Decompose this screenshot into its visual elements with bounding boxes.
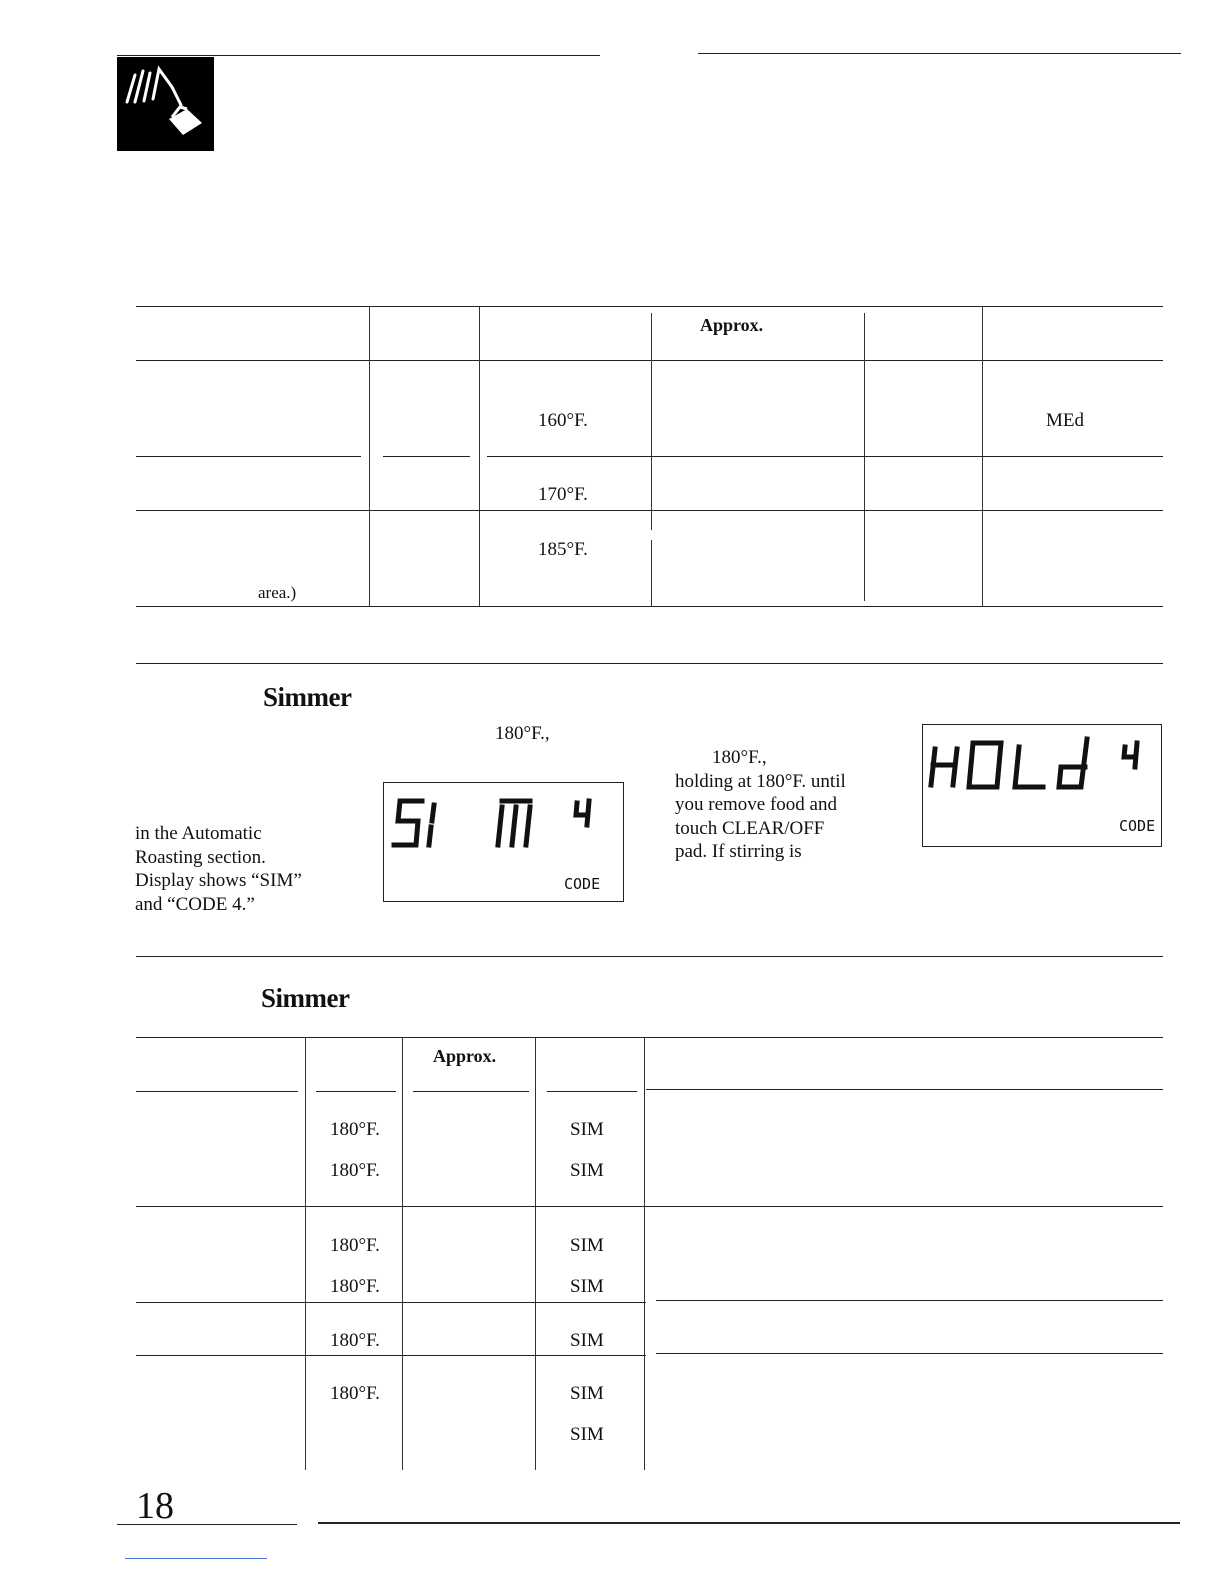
table1-top-rule	[136, 306, 1163, 307]
table2-group-rule-1	[136, 1206, 1163, 1207]
table2-row-3-setting: SIM	[570, 1235, 604, 1256]
table1-row-rule-1a	[136, 456, 361, 457]
table2-group-rule-3a	[136, 1355, 646, 1356]
table2-group-rule-2b	[656, 1300, 1163, 1301]
table2-group-rule-3b	[656, 1353, 1163, 1354]
footer-blue-rule	[125, 1558, 267, 1559]
table2-row-5-setting: SIM	[570, 1330, 604, 1351]
table1-temp-1: 160°F.	[538, 410, 588, 431]
table2-row-6-temp: 180°F.	[330, 1383, 380, 1404]
table1-col-rule-3b	[651, 540, 652, 606]
table2-col-rule-2	[402, 1038, 403, 1470]
section1-temp-label: 180°F.,	[495, 723, 550, 744]
table2-col-rule-4	[644, 1038, 645, 1470]
section2-top-rule	[136, 956, 1163, 957]
table2-row-4-temp: 180°F.	[330, 1276, 380, 1297]
table1-col-rule-2	[479, 307, 480, 606]
table2-row-1-setting: SIM	[570, 1119, 604, 1140]
table2-row-6-setting: SIM	[570, 1383, 604, 1404]
table2-header-rule-5	[646, 1089, 1163, 1090]
table1-bottom-rule	[136, 606, 1163, 607]
table2-top-rule	[136, 1037, 1163, 1038]
table2-row-7-setting: SIM	[570, 1424, 604, 1445]
table2-header-approx: Approx.	[433, 1046, 497, 1066]
section1-heading: Simmer	[263, 682, 352, 712]
table2-header-rule-2	[316, 1091, 396, 1092]
footer-rule-right	[318, 1522, 1180, 1524]
table2-row-1-temp: 180°F.	[330, 1119, 380, 1140]
table1-col-rule-1	[369, 307, 370, 606]
top-rule-right	[698, 53, 1181, 54]
table2-row-5-temp: 180°F.	[330, 1330, 380, 1351]
table2-header-rule-1	[136, 1091, 298, 1092]
section2-heading: Simmer	[261, 983, 350, 1013]
section1-left-paragraph: in the Automatic Roasting section. Display shows “SIM” and “CODE 4.”	[135, 823, 302, 915]
section1-top-rule	[136, 663, 1163, 664]
table1-note-3: area.)	[258, 583, 297, 602]
table1-row-rule-1b	[383, 456, 470, 457]
table1-temp-2: 170°F.	[538, 484, 588, 505]
section1-right-paragraph: 180°F., holding at 180°F. until you remove food and touch CLEAR/OFF pad. If stirring is	[675, 747, 846, 862]
table2-col-rule-1	[305, 1038, 306, 1470]
table1-col-rule-4	[864, 313, 865, 601]
table1-header-approx: Approx.	[700, 315, 764, 335]
display-sim-code-label: CODE	[564, 875, 601, 893]
hand-touch-pad-icon	[117, 57, 214, 151]
top-rule-left	[117, 55, 600, 56]
table1-row-rule-1c	[487, 456, 1163, 457]
table1-header-rule	[136, 360, 1163, 361]
display-hold-segments	[923, 725, 1161, 805]
display-hold-code-label: CODE	[1119, 817, 1156, 835]
page-number: 18	[136, 1485, 174, 1527]
display-hold-code	[922, 724, 1162, 847]
table2-row-4-setting: SIM	[570, 1276, 604, 1297]
table1-col-rule-3	[651, 313, 652, 530]
table1-temp-3: 185°F.	[538, 539, 588, 560]
footer-rule-left	[117, 1524, 297, 1525]
table2-col-rule-3	[535, 1038, 536, 1470]
table2-header-rule-4	[547, 1091, 637, 1092]
table1-row-rule-2	[136, 510, 1163, 511]
table2-row-2-setting: SIM	[570, 1160, 604, 1181]
display-sim-segments	[384, 783, 623, 863]
display-sim-code	[383, 782, 624, 902]
table2-row-2-temp: 180°F.	[330, 1160, 380, 1181]
table1-setting-1: MEd	[1046, 410, 1084, 431]
table2-group-rule-2a	[136, 1302, 646, 1303]
table2-header-rule-3	[413, 1091, 529, 1092]
table2-row-3-temp: 180°F.	[330, 1235, 380, 1256]
